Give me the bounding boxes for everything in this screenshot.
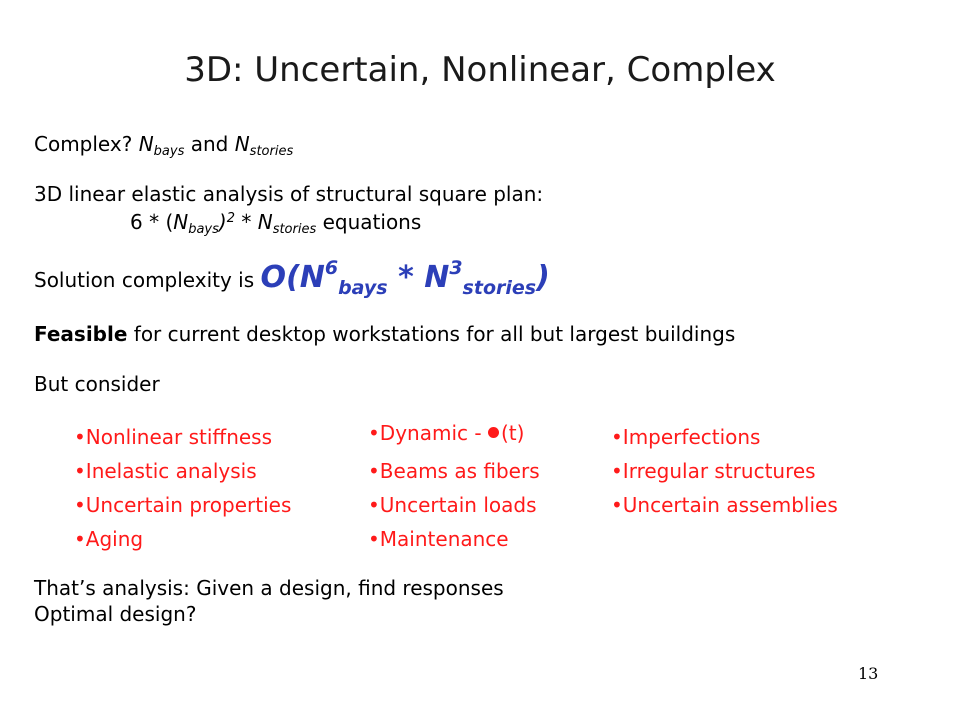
formula-close: ) — [536, 260, 550, 295]
bullet-column-1 — [74, 420, 291, 556]
feasible-rest: for current desktop workstations for all but largest buildings — [127, 322, 736, 346]
filled-circle-icon — [488, 427, 499, 438]
formula-sup-3: 3 — [449, 257, 463, 279]
bullet-item: •Imperfections — [611, 425, 761, 449]
bullet-column-2 — [368, 420, 540, 556]
solution-line — [34, 258, 550, 300]
complex-prefix: Complex? — [34, 132, 139, 156]
solution-prefix: Solution complexity is — [34, 268, 261, 292]
equation-n-bays: N — [173, 210, 189, 234]
bullet-item: •Irregular structures — [611, 459, 816, 483]
n-bays-symbol: N — [138, 132, 154, 156]
complex-line — [34, 132, 294, 159]
complexity-formula — [260, 257, 550, 299]
n-stories-subscript: stories — [249, 144, 294, 159]
bullet-item: •Uncertain assemblies — [611, 493, 838, 517]
n-bays-subscript: bays — [153, 144, 185, 159]
bullet-column-3 — [611, 420, 838, 522]
bullet-item: •Nonlinear stiffness — [74, 425, 273, 449]
equation-line — [130, 210, 422, 237]
formula-open: O(N — [260, 260, 325, 295]
analysis-line: 3D linear elastic analysis of structural square plan: — [34, 182, 544, 206]
closing-line-1: That’s analysis: Given a design, find responses — [34, 576, 504, 600]
consider-line: But consider — [34, 372, 160, 396]
n-stories-symbol: N — [234, 132, 250, 156]
equation-close-paren: ) — [218, 210, 227, 234]
equation-n-bays-subscript: bays — [188, 222, 219, 237]
feasible-bold: Feasible — [34, 322, 128, 346]
bullet-item: •Inelastic analysis — [74, 459, 257, 483]
equation-n-stories-subscript: stories — [272, 222, 317, 237]
bullet-item: •Maintenance — [368, 527, 509, 551]
bullet-item: •Uncertain properties — [74, 493, 292, 517]
equation-times: * — [235, 210, 258, 234]
formula-sub-stories: stories — [462, 277, 537, 299]
dynamic-suffix: (t) — [500, 421, 525, 445]
equation-exponent: 2 — [226, 211, 235, 226]
formula-mid: * N — [387, 260, 450, 295]
bullet-item: •Beams as fibers — [368, 459, 540, 483]
bullet-item-dynamic — [368, 416, 540, 450]
complex-and: and — [184, 132, 235, 156]
dynamic-prefix: •Dynamic - — [368, 421, 488, 445]
equation-n-stories: N — [257, 210, 273, 234]
equation-suffix: equations — [316, 210, 422, 234]
formula-sub-bays: bays — [338, 277, 388, 299]
equation-prefix: 6 * ( — [130, 210, 174, 234]
feasible-line — [34, 322, 735, 346]
formula-sup-6: 6 — [324, 257, 339, 279]
bullet-item: •Uncertain loads — [368, 493, 537, 517]
slide-title: 3D: Uncertain, Nonlinear, Complex — [184, 50, 776, 90]
page-number: 13 — [858, 664, 879, 683]
bullet-item: •Aging — [74, 527, 144, 551]
closing-line-2: Optimal design? — [34, 602, 197, 626]
